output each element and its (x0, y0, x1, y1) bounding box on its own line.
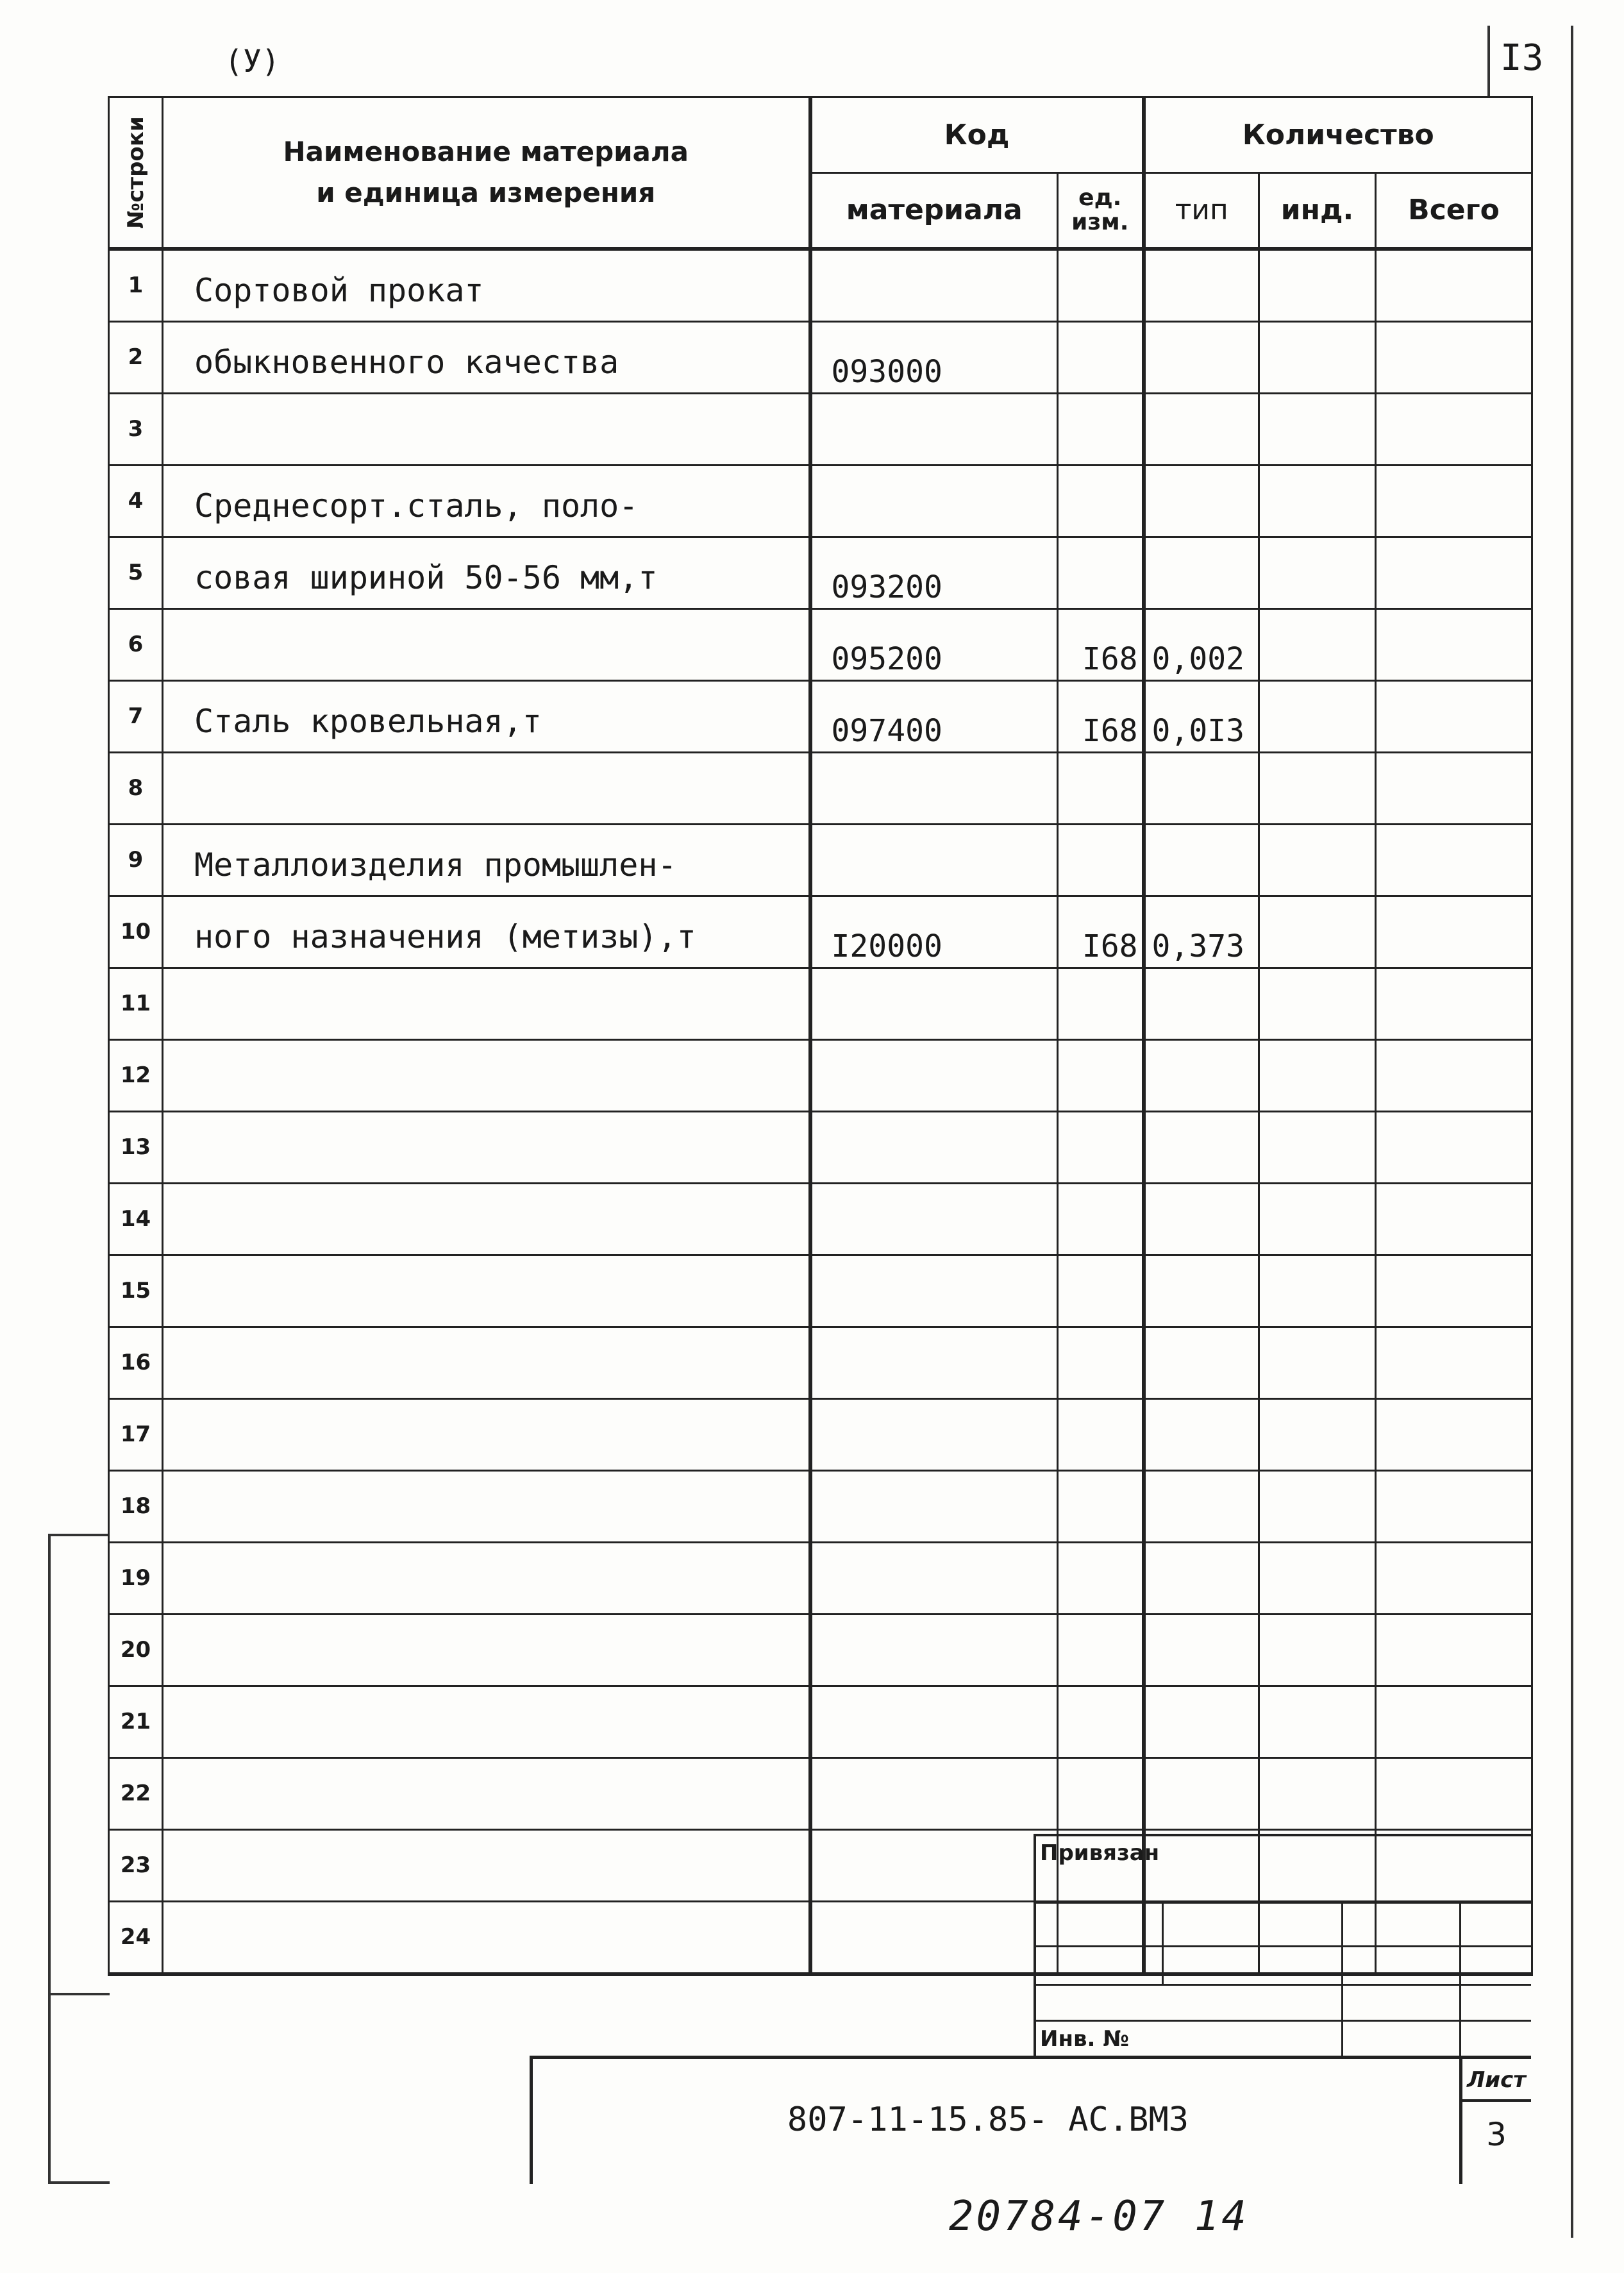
table-row (109, 824, 1532, 896)
table-row (109, 1039, 1532, 1111)
table-row (109, 1542, 1532, 1614)
material-name-cell (163, 1111, 810, 1183)
unit-cell: I68 (1058, 608, 1144, 680)
material-code-cell: 097400 (810, 680, 1058, 752)
table-row (109, 465, 1532, 537)
title-block-line (1034, 2020, 1531, 2022)
table-row (109, 1757, 1532, 1829)
row-number: 17 (109, 1398, 163, 1470)
material-code-cell: 093200 (810, 537, 1058, 608)
material-name-header-line2: и единица измерения (316, 176, 656, 208)
ind-qty-cell (1259, 465, 1376, 537)
material-name-cell: обыкновенного качества (163, 321, 810, 393)
material-name-cell: Сталь кровельная,т (163, 680, 810, 752)
type-qty-cell (1144, 824, 1259, 896)
type-qty-cell: 0,373 (1144, 896, 1259, 968)
row-number: 10 (109, 896, 163, 968)
ind-qty-cell (1259, 752, 1376, 824)
ind-qty-cell (1259, 321, 1376, 393)
top-label: (У) (224, 44, 280, 80)
material-code-cell: 093000 (810, 321, 1058, 393)
sheet-divider (1459, 2099, 1531, 2102)
total-qty-cell (1376, 321, 1532, 393)
total-qty-cell (1376, 1757, 1532, 1829)
title-block-line (1162, 1902, 1164, 1984)
material-name-cell (163, 1614, 810, 1686)
unit-cell (1058, 968, 1144, 1039)
material-name-cell (163, 752, 810, 824)
title-block-line (1459, 1902, 1461, 2056)
row-number: 9 (109, 824, 163, 896)
table-row (109, 1398, 1532, 1470)
materials-table (108, 96, 1533, 1976)
table-row (109, 1255, 1532, 1327)
right-edge-line (1571, 26, 1573, 2238)
total-header: Всего (1376, 173, 1532, 249)
table-row (109, 680, 1532, 752)
total-qty-cell (1376, 1470, 1532, 1542)
material-code-cell (810, 1327, 1058, 1398)
total-qty-cell (1376, 465, 1532, 537)
ind-qty-cell (1259, 1039, 1376, 1111)
total-qty-cell (1376, 752, 1532, 824)
ind-qty-cell (1259, 896, 1376, 968)
ind-qty-cell (1259, 1542, 1376, 1614)
row-number-header: №строки (109, 97, 163, 249)
table-row (109, 896, 1532, 968)
material-name-cell (163, 1901, 810, 1974)
type-qty-cell (1144, 537, 1259, 608)
ind-qty-cell (1259, 1398, 1376, 1470)
unit-cell (1058, 393, 1144, 465)
total-qty-cell (1376, 1327, 1532, 1398)
table-row (109, 393, 1532, 465)
material-name-cell: Среднесорт.сталь, поло- (163, 465, 810, 537)
ind-qty-cell (1259, 680, 1376, 752)
material-code-cell (810, 1829, 1058, 1901)
unit-cell (1058, 1542, 1144, 1614)
total-qty-cell (1376, 680, 1532, 752)
materials-table-body (109, 249, 1532, 1974)
material-name-cell: ного назначения (метизы),т (163, 896, 810, 968)
type-qty-cell (1144, 752, 1259, 824)
material-code-cell (810, 1111, 1058, 1183)
row-number: 4 (109, 465, 163, 537)
unit-header (1058, 173, 1144, 249)
unit-cell (1058, 752, 1144, 824)
inventory-number-label: Инв. № (1040, 2026, 1130, 2052)
row-number: 24 (109, 1901, 163, 1974)
row-number: 14 (109, 1183, 163, 1255)
material-code-cell (810, 1686, 1058, 1757)
material-code-cell (810, 1470, 1058, 1542)
material-name-cell (163, 968, 810, 1039)
material-code-header: материала (810, 173, 1058, 249)
type-qty-cell (1144, 1757, 1259, 1829)
material-name-cell (163, 1470, 810, 1542)
total-qty-cell (1376, 608, 1532, 680)
row-number: 13 (109, 1111, 163, 1183)
unit-cell (1058, 465, 1144, 537)
unit-cell: I68 (1058, 680, 1144, 752)
row-number: 18 (109, 1470, 163, 1542)
row-number: 1 (109, 249, 163, 322)
material-code-cell (810, 752, 1058, 824)
material-name-cell (163, 393, 810, 465)
unit-cell (1058, 1255, 1144, 1327)
unit-cell (1058, 1398, 1144, 1470)
row-number: 6 (109, 608, 163, 680)
total-qty-cell (1376, 1398, 1532, 1470)
row-number: 5 (109, 537, 163, 608)
material-name-cell (163, 1686, 810, 1757)
row-number: 19 (109, 1542, 163, 1614)
total-qty-cell (1376, 1686, 1532, 1757)
type-qty-cell (1144, 321, 1259, 393)
type-qty-cell (1144, 1111, 1259, 1183)
type-qty-cell: 0,002 (1144, 608, 1259, 680)
unit-header-line2: изм. (1071, 208, 1129, 235)
material-name-cell: совая шириной 50-56 мм,т (163, 537, 810, 608)
table-row (109, 1327, 1532, 1398)
material-name-cell (163, 1039, 810, 1111)
ind-qty-cell (1259, 393, 1376, 465)
row-number: 2 (109, 321, 163, 393)
unit-cell (1058, 1111, 1144, 1183)
table-row (109, 249, 1532, 322)
total-qty-cell (1376, 1183, 1532, 1255)
total-qty-cell (1376, 1614, 1532, 1686)
total-qty-cell (1376, 896, 1532, 968)
unit-cell (1058, 249, 1144, 322)
unit-cell (1058, 1470, 1144, 1542)
row-number: 8 (109, 752, 163, 824)
material-name-cell (163, 608, 810, 680)
row-number: 16 (109, 1327, 163, 1398)
type-qty-cell (1144, 465, 1259, 537)
title-block-line (1034, 1902, 1531, 1904)
ind-qty-cell (1259, 1255, 1376, 1327)
corner-page-number: I3 (1500, 37, 1544, 79)
title-block-line (1034, 1945, 1531, 1947)
material-name-cell (163, 1327, 810, 1398)
ind-qty-cell (1259, 1327, 1376, 1398)
table-row (109, 752, 1532, 824)
total-qty-cell (1376, 537, 1532, 608)
material-name-header (163, 97, 810, 249)
material-code-cell (810, 1901, 1058, 1974)
title-block-line (1341, 1902, 1343, 2056)
table-row (109, 321, 1532, 393)
ind-qty-cell (1259, 1686, 1376, 1757)
table-row (109, 1614, 1532, 1686)
type-qty-cell (1144, 249, 1259, 322)
unit-cell (1058, 1614, 1144, 1686)
material-name-cell: Сортовой прокат (163, 249, 810, 322)
left-margin-strip (48, 1534, 110, 2184)
material-code-cell (810, 1614, 1058, 1686)
type-qty-cell (1144, 1183, 1259, 1255)
row-number: 12 (109, 1039, 163, 1111)
material-name-cell: Металлоизделия промышлен- (163, 824, 810, 896)
row-number: 21 (109, 1686, 163, 1757)
material-code-cell (810, 465, 1058, 537)
unit-cell (1058, 1183, 1144, 1255)
material-name-cell (163, 1398, 810, 1470)
type-qty-cell (1144, 1614, 1259, 1686)
unit-cell (1058, 824, 1144, 896)
row-number: 15 (109, 1255, 163, 1327)
type-qty-cell (1144, 1255, 1259, 1327)
unit-cell (1058, 1327, 1144, 1398)
quantity-group-header: Количество (1144, 97, 1532, 173)
sheet-number: 3 (1486, 2116, 1507, 2153)
type-qty-cell (1144, 1470, 1259, 1542)
total-qty-cell (1376, 824, 1532, 896)
unit-cell (1058, 321, 1144, 393)
unit-header-line1: ед. (1078, 184, 1122, 211)
type-qty-cell (1144, 1686, 1259, 1757)
type-qty-cell (1144, 1398, 1259, 1470)
row-number: 7 (109, 680, 163, 752)
privyazan-label: Привязан (1040, 1840, 1160, 1866)
ind-qty-cell (1259, 1614, 1376, 1686)
material-code-cell (810, 824, 1058, 896)
sheet-label: Лист (1467, 2067, 1526, 2093)
row-number: 22 (109, 1757, 163, 1829)
handwritten-archive-number: 20784-07 14 (949, 2193, 1249, 2240)
material-code-cell (810, 1183, 1058, 1255)
row-number: 11 (109, 968, 163, 1039)
material-code-cell (810, 1542, 1058, 1614)
material-name-cell (163, 1757, 810, 1829)
total-qty-cell (1376, 1111, 1532, 1183)
code-group-header: Код (810, 97, 1144, 173)
ind-header: инд. (1259, 173, 1376, 249)
material-code-cell (810, 968, 1058, 1039)
material-code-cell (810, 1757, 1058, 1829)
material-name-cell (163, 1542, 810, 1614)
material-name-cell (163, 1829, 810, 1901)
ind-qty-cell (1259, 1111, 1376, 1183)
type-header: тип (1144, 173, 1259, 249)
total-qty-cell (1376, 249, 1532, 322)
type-qty-cell (1144, 393, 1259, 465)
ind-qty-cell (1259, 824, 1376, 896)
material-code-cell (810, 249, 1058, 322)
material-name-cell (163, 1183, 810, 1255)
unit-cell (1058, 1039, 1144, 1111)
total-qty-cell (1376, 1542, 1532, 1614)
unit-cell (1058, 1757, 1144, 1829)
material-name-cell (163, 1255, 810, 1327)
total-qty-cell (1376, 1255, 1532, 1327)
material-code-cell (810, 1398, 1058, 1470)
table-row (109, 1111, 1532, 1183)
ind-qty-cell (1259, 1757, 1376, 1829)
ind-qty-cell (1259, 1470, 1376, 1542)
material-name-header-line1: Наименование материала (283, 135, 689, 167)
material-code-cell: I20000 (810, 896, 1058, 968)
table-row (109, 1183, 1532, 1255)
material-code-cell (810, 1039, 1058, 1111)
total-qty-cell (1376, 1039, 1532, 1111)
type-qty-cell (1144, 1542, 1259, 1614)
ind-qty-cell (1259, 537, 1376, 608)
ind-qty-cell (1259, 968, 1376, 1039)
material-code-cell: 095200 (810, 608, 1058, 680)
table-row (109, 1470, 1532, 1542)
document-code: 807-11-15.85- АС.ВМЗ (787, 2101, 1189, 2139)
table-row (109, 1686, 1532, 1757)
unit-cell: I68 (1058, 896, 1144, 968)
type-qty-cell: 0,0I3 (1144, 680, 1259, 752)
ind-qty-cell (1259, 608, 1376, 680)
unit-cell (1058, 537, 1144, 608)
total-qty-cell (1376, 968, 1532, 1039)
table-row (109, 968, 1532, 1039)
material-code-cell (810, 1255, 1058, 1327)
row-number: 23 (109, 1829, 163, 1901)
ind-qty-cell (1259, 1183, 1376, 1255)
type-qty-cell (1144, 1039, 1259, 1111)
title-block-line (1034, 1984, 1531, 1986)
total-qty-cell (1376, 393, 1532, 465)
unit-cell (1058, 1686, 1144, 1757)
table-row (109, 537, 1532, 608)
left-margin-divider (48, 1993, 110, 1995)
material-code-cell (810, 393, 1058, 465)
table-row (109, 608, 1532, 680)
type-qty-cell (1144, 1327, 1259, 1398)
row-number: 3 (109, 393, 163, 465)
ind-qty-cell (1259, 249, 1376, 322)
row-number: 20 (109, 1614, 163, 1686)
type-qty-cell (1144, 968, 1259, 1039)
